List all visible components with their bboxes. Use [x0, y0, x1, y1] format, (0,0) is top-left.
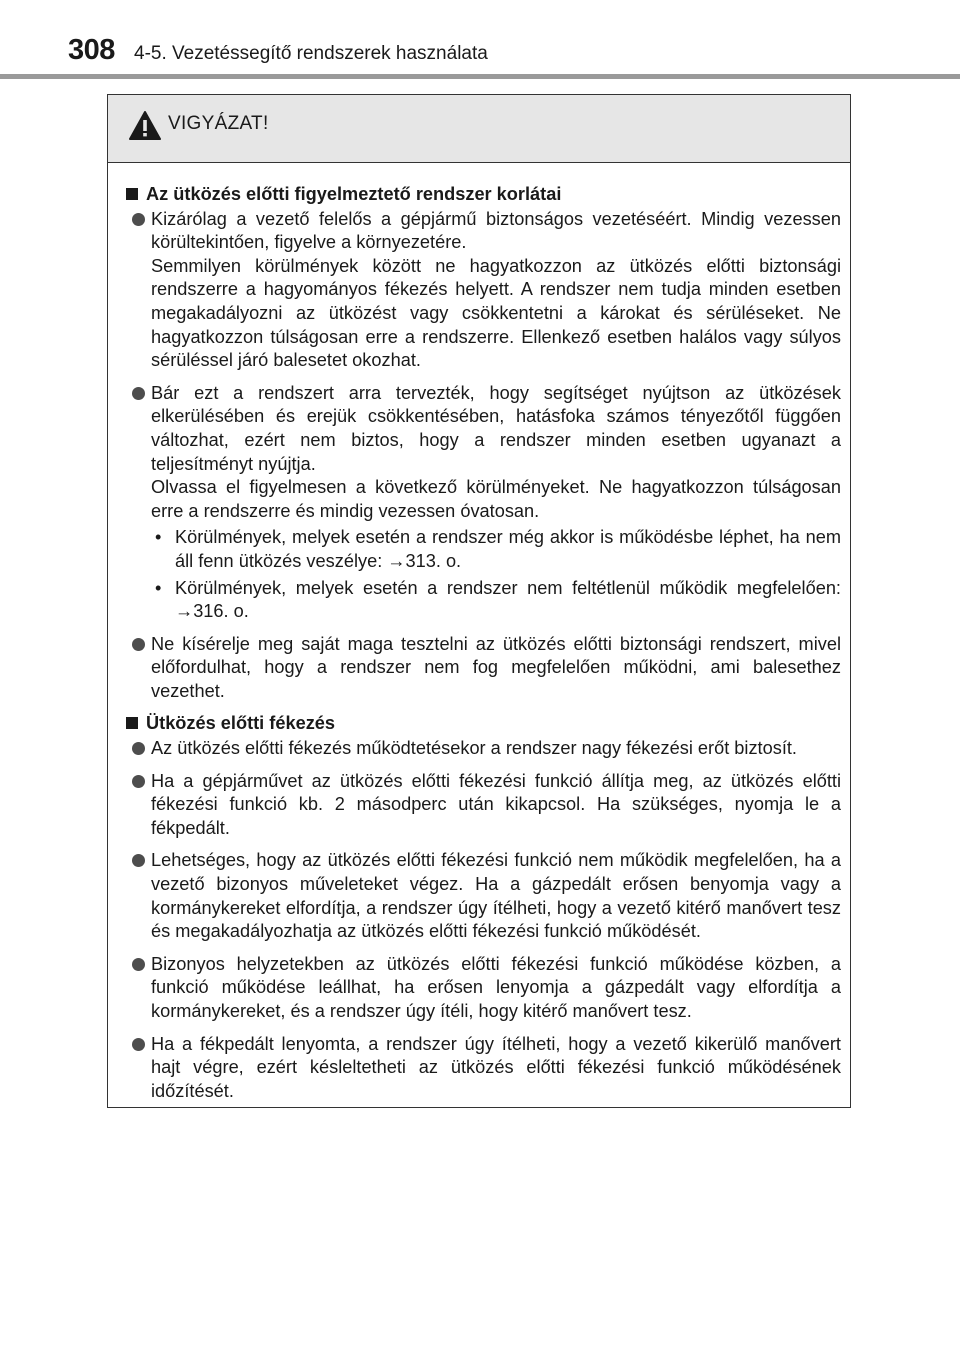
circle-bullet-icon: [132, 213, 145, 226]
caution-label: VIGYÁZAT!: [168, 113, 269, 134]
warning-triangle-icon: [128, 110, 162, 142]
sub-list-item-text: Körülmények, melyek esetén a rendszer még akkor is működésbe léphet, ha nem áll fenn ütközés veszélye: →313. o.: [175, 527, 841, 571]
paragraph: Bizonyos helyzetekben az ütközés előtti fékezési funkció működése közben, a funkció működése leállhat, ha erősen lenyomja a gázpedált vagy elfordítja a kormánykereket, és a rendszer úgy ítéli, hogy kitérő manővert tesz.: [151, 953, 841, 1021]
caution-body: [108, 163, 850, 1103]
list-item-text: [151, 208, 841, 373]
circle-bullet-icon: [132, 387, 145, 400]
list-item: [132, 382, 841, 624]
caution-header: [108, 95, 850, 163]
circle-bullet-icon: [132, 742, 145, 755]
paragraph: Ha a fékpedált lenyomta, a rendszer úgy ítélheti, hogy a vezető kikerülő manővert hajt végre, ezért késleltetheti az ütközés előtti fékezési funkció működésének időzítését.: [151, 1033, 841, 1101]
square-bullet-icon: [126, 188, 138, 200]
header-rule: [0, 74, 960, 79]
square-bullet-icon: [126, 717, 138, 729]
section-heading: [126, 183, 841, 207]
page-header: [0, 0, 960, 80]
dot-bullet-icon: •: [155, 577, 162, 598]
paragraph: Az ütközés előtti fékezés működtetésekor a rendszer nagy fékezési erőt biztosít.: [151, 738, 797, 759]
paragraph: Lehetséges, hogy az ütközés előtti fékezési funkció nem működik megfelelően, ha a vezető bizonyos műveleteket végez. Ha a gázpedált erősen benyomja vagy a kormánykereket elfordítja, a rendszer úgy ítélheti, hogy a vezető kitérő manővert tesz és megakadályozhatja az ütközés előtti fékezési funkció működését.: [151, 850, 841, 942]
list-item-text: [151, 849, 841, 943]
list-item: [132, 633, 841, 704]
sub-list-item: [151, 577, 841, 624]
circle-bullet-icon: [132, 958, 145, 971]
paragraph: Olvassa el figyelmesen a következő körülményeket. Ne hagyatkozzon túlságosan erre a rendszerre és mindig vezessen óvatosan.: [151, 477, 841, 521]
circle-bullet-icon: [132, 854, 145, 867]
list-item-text: [151, 382, 841, 624]
sub-list-item-text: Körülmények, melyek esetén a rendszer nem feltétlenül működik megfelelően: →316. o.: [175, 577, 841, 622]
page-number: 308: [68, 34, 115, 66]
list-item-text: [151, 953, 841, 1024]
dot-bullet-icon: •: [155, 527, 162, 548]
list-item-text: [151, 770, 841, 841]
circle-bullet-icon: [132, 1038, 145, 1051]
paragraph: Ne kísérelje meg saját maga tesztelni az ütközés előtti biztonsági rendszert, mivel előfordulhat, hogy a rendszer nem fog megfelelően működni, ami balesethez vezethet.: [151, 633, 841, 701]
section-title: 4-5. Vezetéssegítő rendszerek használata: [134, 43, 488, 64]
list-item-text: [151, 633, 841, 704]
caution-box: [107, 94, 851, 1108]
list-item: [132, 1033, 841, 1104]
sub-list-item: [151, 526, 841, 573]
section-heading-text: Az ütközés előtti figyelmeztető rendszer korlátai: [146, 184, 562, 204]
paragraph: Kizárólag a vezető felelős a gépjármű biztonságos vezetéséért. Mindig vezessen körültekintően, figyelve a környezetére.: [151, 208, 841, 253]
paragraph: Semmilyen körülmények között ne hagyatkozzon az ütközés előtti biztonsági rendszerre a hagyományos fékezés helyett. A rendszer nem tudja minden esetben megakadályozni az ütközést vagy csökkentetni a károkat és sérüléseket. Ne hagyatkozzon túlságosan erre a rendszerre. Ellenkező esetben halálos vagy súlyos sérüléssel járó balesetet okozhat.: [151, 255, 841, 371]
list-item-text: [151, 1033, 841, 1104]
paragraph: Bár ezt a rendszert arra tervezték, hogy segítséget nyújtson az ütközések elkerülésében és erejük csökkentésében, hatásfoka számos tényezőtől függően változhat, ezért nem biztos, hogy a rendszer minden esetben ugyanazt a teljesítményt nyújtja.: [151, 382, 841, 474]
circle-bullet-icon: [132, 775, 145, 788]
paragraph: Ha a gépjárművet az ütközés előtti fékezési funkció állítja meg, az ütközés előtti fékezési funkció kb. 2 másodperc után kikapcsol. Ha szükséges, nyomja le a fékpedált.: [151, 770, 841, 838]
list-item: [132, 770, 841, 841]
list-item: [132, 737, 841, 761]
circle-bullet-icon: [132, 638, 145, 651]
section-heading: [126, 712, 841, 736]
list-item: [132, 849, 841, 943]
list-item: [132, 953, 841, 1024]
list-item: [132, 208, 841, 373]
list-item-text: [151, 737, 841, 761]
section-heading-text: Ütközés előtti fékezés: [146, 713, 336, 734]
